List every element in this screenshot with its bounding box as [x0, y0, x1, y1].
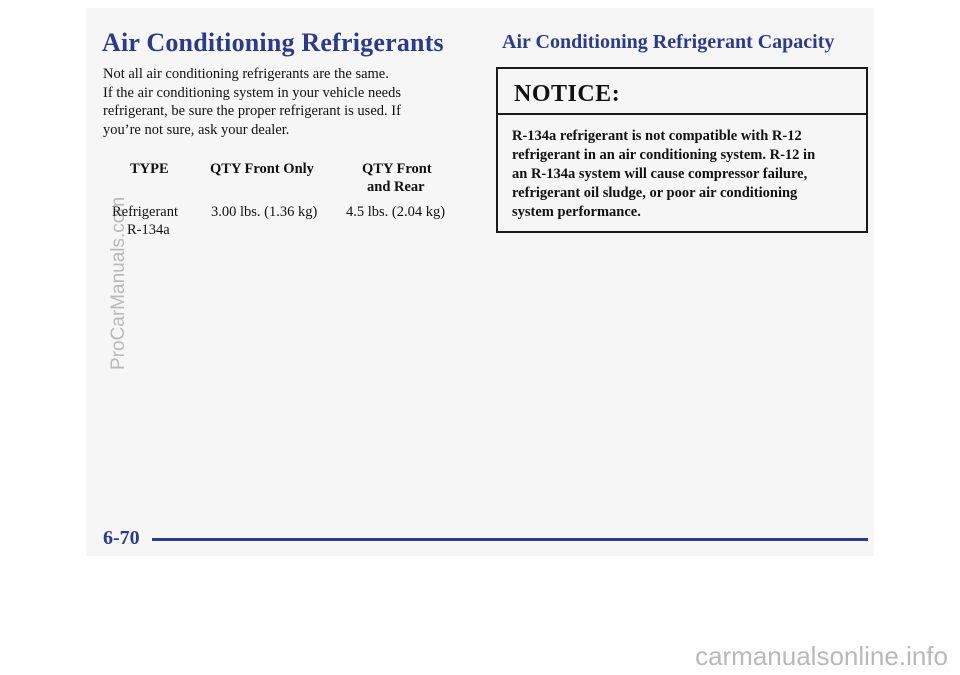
column-header-front-rear: and Rear	[367, 179, 425, 195]
intro-line: Not all air conditioning refrigerants are the same.	[103, 66, 389, 82]
notice-line: system performance.	[512, 204, 641, 220]
table-cell-type: R-134a	[127, 222, 170, 238]
column-header-type: TYPE	[130, 161, 169, 177]
intro-line: refrigerant, be sure the proper refrigerant is used. If	[103, 103, 401, 119]
intro-paragraph	[103, 65, 453, 139]
table-cell-front-rear: 4.5 lbs. (2.04 kg)	[346, 204, 446, 220]
intro-line: If the air conditioning system in your vehicle needs	[103, 84, 401, 101]
table-cell-type: Refrigerant	[112, 204, 179, 220]
notice-title: NOTICE:	[498, 69, 866, 115]
page-number: 6-70	[103, 527, 140, 549]
notice-box	[496, 67, 868, 233]
column-header-front-only: QTY Front Only	[210, 161, 314, 177]
bottom-watermark: carmanualsonline.info	[695, 641, 948, 671]
notice-line: R-134a refrigerant is not compatible with R-12	[512, 128, 802, 144]
notice-line: refrigerant oil sludge, or poor air conditioning	[512, 185, 798, 201]
side-watermark: ProCarManuals.com	[108, 196, 129, 370]
section-heading-capacity: Air Conditioning Refrigerant Capacity	[502, 31, 835, 53]
table-cell-front-only: 3.00 lbs. (1.36 kg)	[211, 204, 318, 220]
section-heading-refrigerants: Air Conditioning Refrigerants	[102, 28, 444, 57]
notice-line: an R-134a system will cause compressor failure,	[512, 166, 808, 182]
intro-line: you’re not sure, ask your dealer.	[103, 121, 290, 138]
notice-line: refrigerant in an air conditioning system. R-12 in	[512, 147, 816, 163]
column-header-front-rear: QTY Front	[362, 161, 432, 177]
notice-body	[498, 115, 866, 222]
footer-rule	[152, 538, 868, 541]
